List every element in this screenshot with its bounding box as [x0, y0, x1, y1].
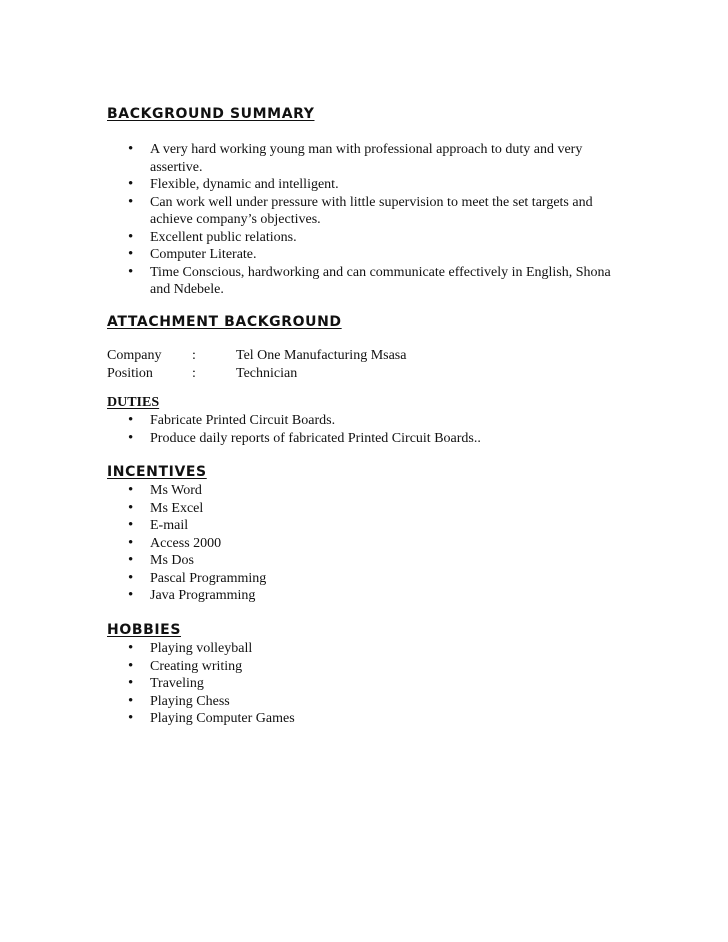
list-item: • Ms Dos — [107, 552, 627, 570]
list-item: • Java Programming — [107, 587, 627, 605]
list-item: • Pascal Programming — [107, 570, 627, 588]
list-item: • Produce daily reports of fabricated Printed Circuit Boards.. — [107, 430, 627, 448]
incentives-list — [107, 482, 627, 605]
duties-heading: DUTIES — [107, 395, 160, 410]
attachment-background-heading: ATTACHMENT BACKGROUND — [107, 314, 342, 330]
attachment-details — [107, 347, 406, 382]
company-label: Company — [107, 348, 162, 363]
company-row — [107, 347, 406, 365]
list-item: • Traveling — [107, 675, 627, 693]
list-item: • Can work well under pressure with little supervision to meet the set targets and achieve company’s objectives. — [107, 194, 627, 229]
background-summary-heading: BACKGROUND SUMMARY — [107, 106, 315, 122]
background-summary-list — [107, 141, 627, 299]
list-item: • Ms Word — [107, 482, 627, 500]
duties-list — [107, 412, 627, 447]
hobbies-list — [107, 640, 627, 728]
list-item: • Playing Chess — [107, 693, 627, 711]
position-separator: : — [192, 365, 196, 381]
position-row — [107, 365, 406, 383]
list-item: • Excellent public relations. — [107, 229, 627, 247]
list-item: • Creating writing — [107, 658, 627, 676]
company-value: Tel One Manufacturing Msasa — [236, 348, 407, 363]
position-value: Technician — [236, 365, 298, 381]
list-item: • E-mail — [107, 517, 627, 535]
list-item: • Access 2000 — [107, 535, 627, 553]
list-item: • Playing Computer Games — [107, 710, 627, 728]
incentives-heading: INCENTIVES — [107, 464, 207, 480]
position-label: Position — [107, 365, 153, 381]
list-item: • A very hard working young man with professional approach to duty and very assertive. — [107, 141, 627, 176]
list-item: • Computer Literate. — [107, 246, 627, 264]
list-item: • Flexible, dynamic and intelligent. — [107, 176, 627, 194]
list-item: • Ms Excel — [107, 500, 627, 518]
list-item: • Time Conscious, hardworking and can communicate effectively in English, Shona and Ndebele. — [107, 264, 627, 299]
list-item: • Fabricate Printed Circuit Boards. — [107, 412, 627, 430]
company-separator: : — [192, 348, 196, 363]
hobbies-heading: HOBBIES — [107, 622, 182, 638]
list-item: • Playing volleyball — [107, 640, 627, 658]
